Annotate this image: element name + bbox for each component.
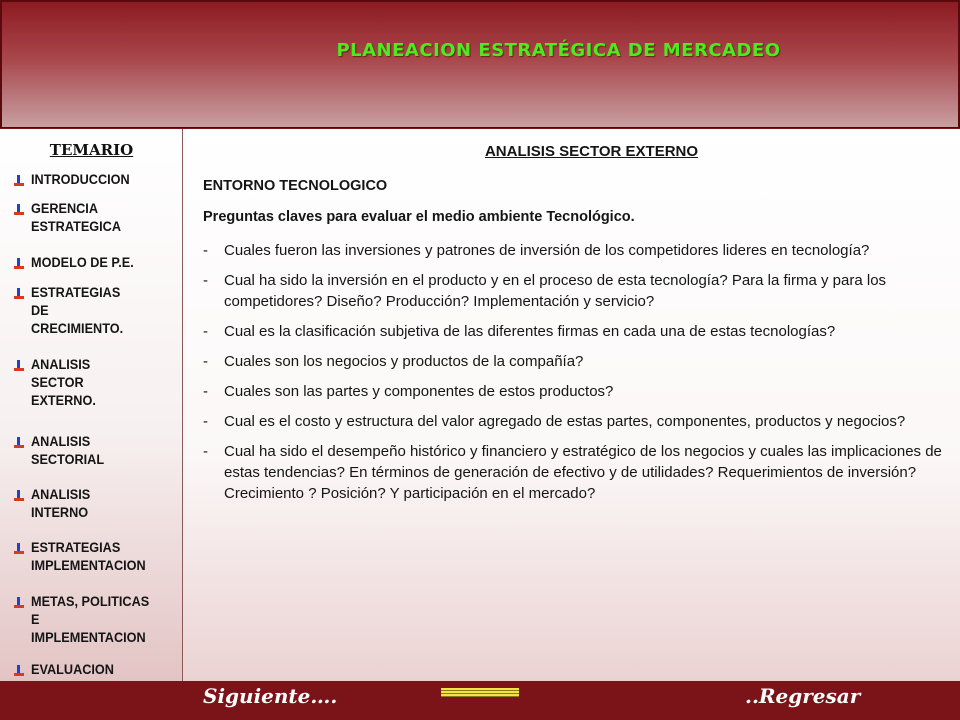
sidebar-item-label: ESTRATEGIAS IMPLEMENTACION — [31, 540, 146, 573]
questions-list — [203, 240, 948, 513]
sidebar-heading: TEMARIO — [49, 141, 134, 159]
sidebar-item-introduccion[interactable] — [14, 171, 180, 189]
bullet-icon — [14, 597, 24, 608]
list-item: - Cual ha sido el desempeño histórico y financiero y estratégico de los negocios y cuales las implicaciones de estas tendencias? En términos de generación de efectivo y de utilidades? Requerimientos de inversión? Crecimiento ? Posición? Y participación en el mercado? — [203, 441, 948, 504]
page-title: PLANEACION ESTRATÉGICA DE MERCADEO — [336, 40, 781, 61]
list-item: - Cuales son las partes y componentes de estos productos? — [203, 381, 948, 402]
sidebar-item-label: ESTRATEGIAS DE CRECIMIENTO. — [31, 285, 124, 336]
bullet-icon — [14, 437, 24, 448]
section-title: ANALISIS SECTOR EXTERNO — [484, 143, 699, 160]
bullet-icon — [14, 360, 24, 371]
sidebar-item-estrategias-implementacion[interactable] — [14, 539, 180, 575]
sidebar-item-analisis-sector-externo[interactable] — [14, 356, 180, 410]
list-item: - Cual es el costo y estructura del valor agregado de estas partes, componentes, productos y negocios? — [203, 411, 948, 432]
bullet-icon — [14, 288, 24, 299]
sidebar-item-label: GERENCIA ESTRATEGICA — [31, 201, 122, 234]
sidebar-item-analisis-sectorial[interactable] — [14, 433, 180, 469]
sidebar-item-evaluacion[interactable] — [14, 661, 180, 679]
bullet-icon — [14, 258, 24, 269]
sidebar — [0, 129, 183, 681]
list-item: - Cuales son los negocios y productos de la compañía? — [203, 351, 948, 372]
list-item: - Cual ha sido la inversión en el producto y en el proceso de esta tecnología? Para la firma y para los competidores? Diseño? Producción? Implementación y servicio? — [203, 270, 948, 312]
bullet-icon — [14, 490, 24, 501]
sidebar-item-analisis-interno[interactable] — [14, 486, 180, 522]
back-link[interactable]: ..Regresar — [745, 684, 861, 708]
sidebar-item-label: EVALUACION — [31, 662, 114, 677]
list-item: - Cual es la clasificación subjetiva de las diferentes firmas en cada una de estas tecnologías? — [203, 321, 948, 342]
section-subtitle: ENTORNO TECNOLOGICO — [203, 178, 388, 194]
sidebar-item-label: MODELO DE P.E. — [31, 255, 134, 270]
sidebar-item-label: METAS, POLITICAS E IMPLEMENTACION — [31, 594, 150, 645]
sidebar-item-estrategias-crecimiento[interactable] — [14, 284, 180, 338]
bullet-icon — [14, 543, 24, 554]
sidebar-item-modelo-pe[interactable] — [14, 254, 180, 272]
lead-text: Preguntas claves para evaluar el medio ambiente Tecnológico. — [203, 209, 635, 225]
divider-bars — [441, 688, 519, 697]
next-link[interactable]: Siguiente…. — [203, 684, 338, 708]
sidebar-item-label: ANALISIS SECTORIAL — [31, 434, 105, 467]
bullet-icon — [14, 204, 24, 215]
list-item: - Cuales fueron las inversiones y patrones de inversión de los competidores lideres en tecnología? — [203, 240, 948, 261]
header-banner — [0, 0, 960, 128]
content-panel — [183, 129, 960, 681]
bullet-icon — [14, 175, 24, 186]
sidebar-item-label: ANALISIS INTERNO — [31, 487, 91, 520]
sidebar-item-gerencia-estrategica[interactable] — [14, 200, 180, 236]
bullet-icon — [14, 665, 24, 676]
sidebar-item-label: ANALISIS SECTOR EXTERNO. — [31, 357, 96, 408]
sidebar-item-label: INTRODUCCION — [31, 172, 130, 187]
sidebar-item-metas-politicas[interactable] — [14, 593, 180, 647]
